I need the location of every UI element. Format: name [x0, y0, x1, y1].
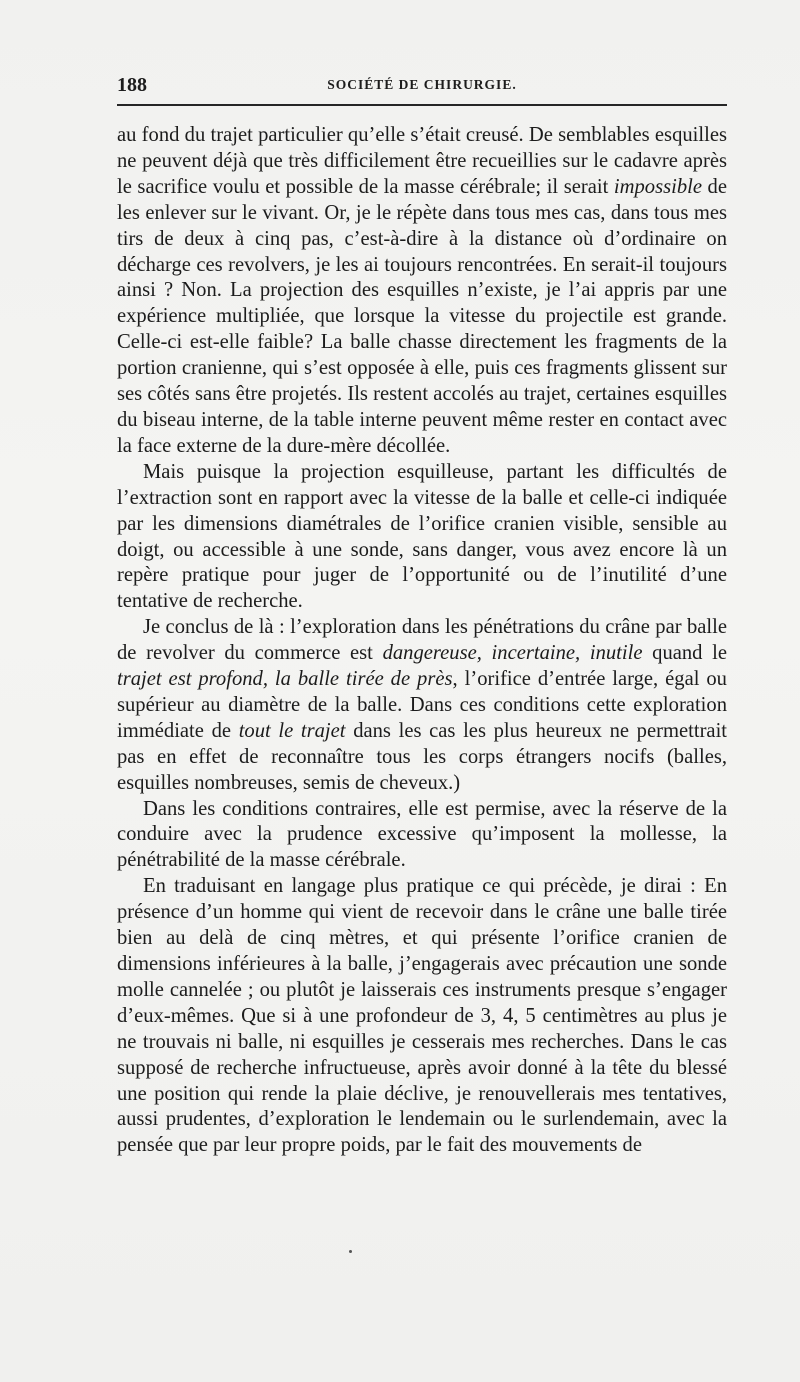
paragraph-1: [117, 123, 727, 460]
paragraph-2-segment-1: Mais puisque la projection esquilleuse, partant les difficultés de l’extraction sont en rapport avec la vitesse de la balle et celle-ci indiquée par les dimensions diamétrales de l’orifice cranien visible, sensible au doigt, ou accessible à une sonde, sans danger, vous avez encore là un repère pratique pour juger de l’opportunité ou de l’inutilité d’une tentative de recherche.: [117, 460, 727, 613]
paragraph-3-segment-5: , l’orifice d’entrée large, égal ou supérieur au diamètre de la balle. Dans ces conditions cette exploration immédiate de: [117, 668, 727, 742]
paragraph-1-segment-1: au fond du trajet particulier qu’elle s’était creusé. De semblables esquilles ne peuvent déjà que très difficilement être recueillies sur le cadavre après le sacrifice voulu et possible de la masse cérébrale; il serait: [117, 124, 727, 198]
paragraph-1-segment-2: impossible: [613, 175, 702, 198]
body-text: [117, 123, 727, 1159]
paragraph-2: [117, 460, 727, 615]
paragraph-1-segment-3: de les enlever sur le vivant. Or, je le répète dans tous mes cas, dans tous mes tirs de deux à cinq pas, c’est-à-dire à la distance où d’ordinaire on décharge ces revolvers, je les ai toujours rencontrées. En serait-il toujours ainsi ? Non. La projection des esquilles n’existe, je l’ai appris par une expérience multipliée, que lorsque la vitesse du projectile est grande. Celle-ci est-elle faible? La balle chasse directement les fragments de la portion cranienne, qui s’est opposée à elle, puis ces fragments glissent sur ses côtés sans être projetés. Ils restent accolés au trajet, certaines esquilles du biseau interne, de la table interne peuvent même rester en contact avec la face externe de la dure-mère décollée.: [117, 175, 727, 457]
page-header: [117, 74, 727, 98]
paragraph-3-segment-3: quand le: [642, 642, 727, 665]
paragraph-4: [117, 797, 727, 875]
paragraph-4-segment-1: Dans les conditions contraires, elle est permise, avec la réserve de la conduire avec la prudence excessive qu’imposent la mollesse, la pénétrabilité de la masse cérébrale.: [117, 797, 727, 872]
paragraph-5: [117, 874, 727, 1159]
header-rule: [117, 104, 727, 106]
print-speck: [349, 1250, 352, 1253]
paragraph-3-segment-1: Je conclus de là : l’exploration dans les pénétrations du crâne par balle de revolver du commerce est: [117, 616, 727, 665]
paragraph-3-segment-4: trajet est profond, la balle tirée de près: [117, 668, 453, 691]
paragraph-5-segment-1: En traduisant en langage plus pratique ce qui précède, je dirai : En présence d’un homme qui vient de recevoir dans le crâne une balle tirée bien au delà de cinq mètres, et qui présente l’orifice cranien de dimensions inférieures à la balle, j’engagerais avec précaution une sonde molle cannelée ; ou plutôt je laisserais ces instruments presque s’engager d’eux-mêmes. Que si à une profondeur de 3, 4, 5 centimètres au plus je ne trouvais ni balle, ni esquilles je cesserais mes recherches. Dans le cas supposé de recherche infructueuse, après avoir donné à la tête du blessé une position qui rende la plaie déclive, je renouvellerais mes tentatives, aussi prudentes, d’exploration le lendemain ou le surlendemain, avec la pensée que par leur propre poids, par le fait des mouvements de: [117, 875, 727, 1157]
paragraph-3-segment-7: dans les cas les plus heureux ne permettrait pas en effet de reconnaître tous les corps étrangers nocifs (balles, esquilles nombreuses, semis de cheveux.): [117, 719, 728, 794]
paragraph-3: [117, 615, 727, 796]
page-number: 188: [117, 74, 147, 96]
running-title: SOCIÉTÉ DE CHIRURGIE.: [327, 77, 517, 92]
paragraph-3-segment-6: tout le trajet: [238, 719, 346, 742]
paragraph-3-segment-2: dangereuse, incertaine, inutile: [382, 642, 643, 665]
